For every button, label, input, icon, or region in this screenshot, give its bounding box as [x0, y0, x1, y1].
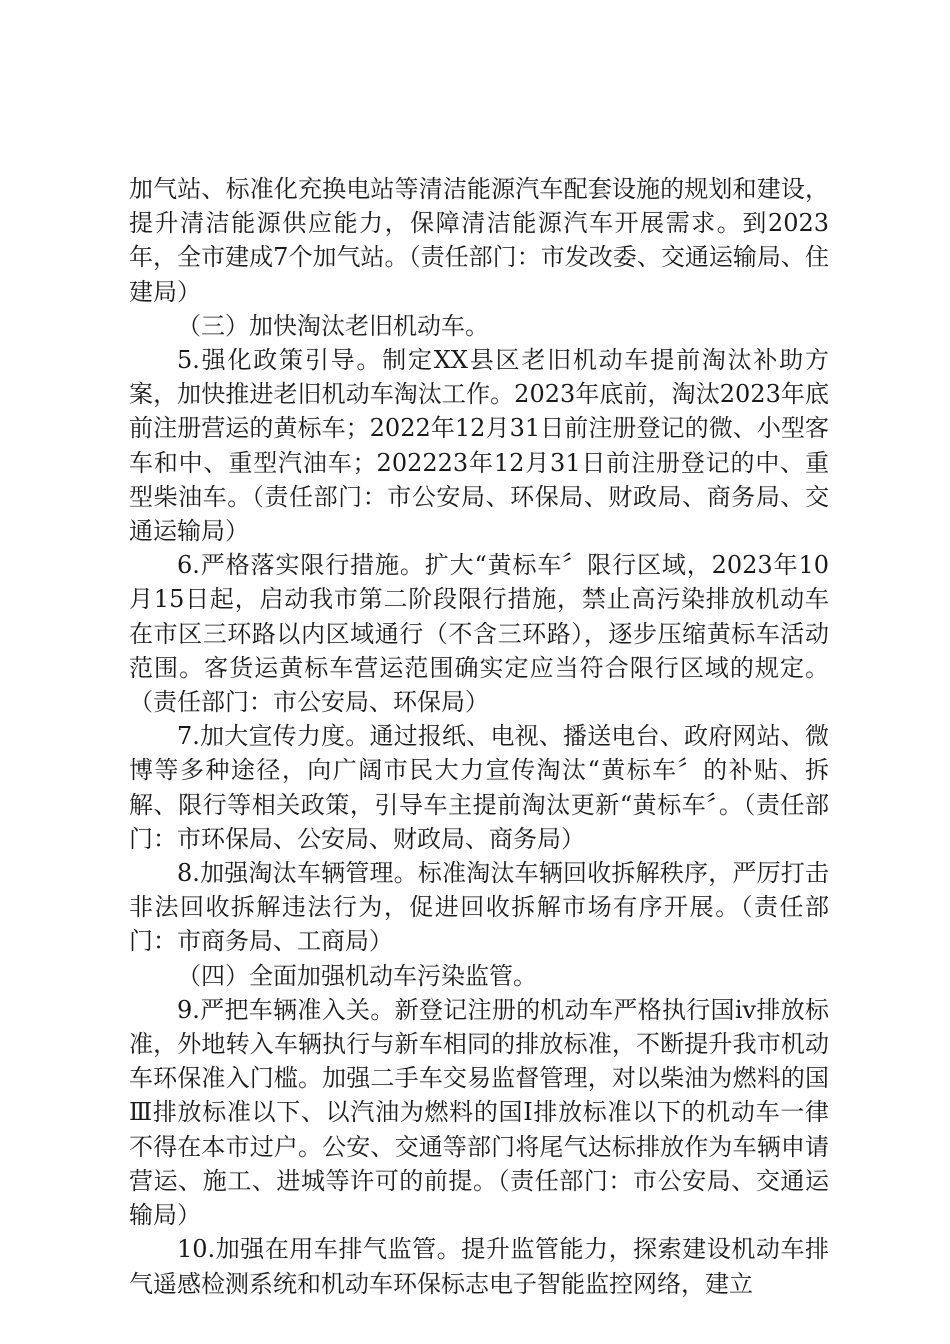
- item-5-paragraph: 5.强化政策引导。制定XX县区老旧机动车提前淘汰补助方案，加快推进老旧机动车淘汰工作。2023年底前，淘汰2023年底前注册营运的黄标车；2022年12月31日前注册登记的微、小型客车和中、重型汽油车；202223年12月31日前注册登记的中、重型柴油车。（责任部门：市公安局、环保局、财政局、商务局、交通运输局）: [129, 346, 829, 546]
- item-9-paragraph: 9.严把车辆准入关。新登记注册的机动车严格执行国iv排放标准，外地转入车辆执行与新车相同的排放标准，不断提升我市机动车环保准入门槛。加强二手车交易监督管理，对以柴油为燃料的国Ⅲ排放标准以下、以汽油为燃料的国Ⅰ排放标准以下的机动车一律不得在本市过户。公安、交通等部门将尾气达标排放作为车辆申请营运、施工、进城等许可的前提。（责任部门：市公安局、交通运输局）: [129, 995, 829, 1230]
- item-8-paragraph: 8.加强淘汰车辆管理。标准淘汰车辆回收拆解秩序，严厉打击非法回收拆解违法行为，促进回收拆解市场有序开展。（责任部门：市商务局、工商局）: [129, 859, 829, 956]
- item-6-paragraph: 6.严格落实限行措施。扩大“黄标车〞限行区域，2023年10月15日起，启动我市第二阶段限行措施，禁止高污染排放机动车在市区三环路以内区域通行（不含三环路），逐步压缩黄标车活动范围。客货运黄标车营运范围确实定应当符合限行区域的规定。（责任部门：市公安局、环保局）: [129, 551, 829, 717]
- document-body: [129, 172, 829, 1301]
- section-heading-4: （四）全面加强机动车污染监管。: [177, 961, 537, 990]
- section-heading-3: （三）加快淘汰老旧机动车。: [177, 311, 489, 340]
- paragraph-continuation: 加气站、标准化充换电站等清洁能源汽车配套设施的规划和建设，提升清洁能源供应能力，保障清洁能源汽车开展需求。到2023年，全市建成7个加气站。（责任部门：市发改委、交通运输局、住建局）: [129, 175, 829, 306]
- item-7-paragraph: 7.加大宣传力度。通过报纸、电视、播送电台、政府网站、微博等多种途径，向广阔市民大力宣传淘汰“黄标车〞的补贴、拆解、限行等相关政策，引导车主提前淘汰更新“黄标车〞。（责任部门：市环保局、公安局、财政局、商务局）: [129, 722, 829, 853]
- item-10-paragraph: 10.加强在用车排气监管。提升监管能力，探索建设机动车排气遥感检测系统和机动车环保标志电子智能监控网络，建立: [129, 1235, 829, 1298]
